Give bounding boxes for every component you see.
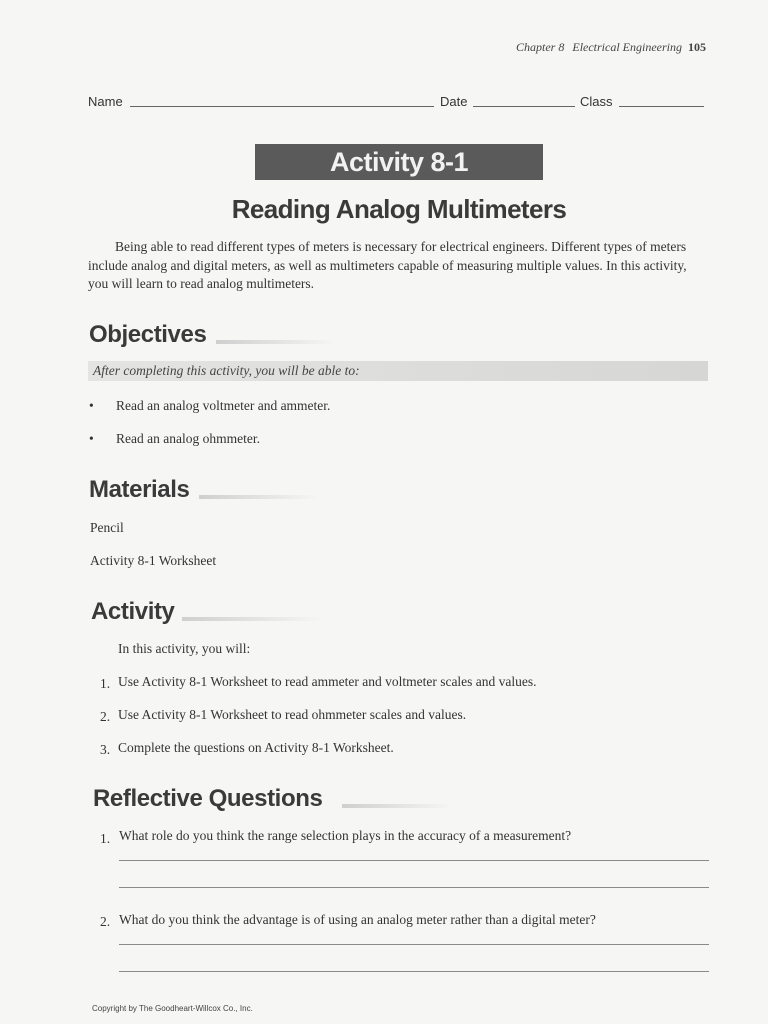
reflective-heading: Reflective Questions — [93, 785, 323, 812]
objective-item: Read an analog ohmmeter. — [116, 431, 260, 446]
step-number: 3. — [100, 742, 111, 757]
question-text: What role do you think the range selection plays in the accuracy of a measurement? — [119, 828, 572, 843]
running-head — [516, 40, 706, 55]
copyright-notice: Copyright by The Goodheart-Willcox Co., Inc. — [92, 1004, 253, 1013]
date-line[interactable] — [473, 106, 575, 107]
step-text: Complete the questions on Activity 8-1 Worksheet. — [118, 740, 394, 755]
bullet-dot: • — [89, 398, 94, 413]
question-number: 2. — [100, 914, 111, 929]
objectives-lead: After completing this activity, you will be able to: — [93, 363, 360, 378]
activity-banner: Activity 8-1 — [255, 144, 543, 180]
class-label: Class — [580, 94, 613, 109]
step-text: Use Activity 8-1 Worksheet to read ammeter and voltmeter scales and values. — [118, 674, 537, 689]
objectives-rule — [216, 340, 336, 344]
materials-rule — [199, 495, 319, 499]
intro-paragraph: Being able to read different types of meters is necessary for electrical engineers. Different types of meters include analog and digital meters, as well as multimeters capable of measuring multiple values. In this activity, you will learn to read analog multimeters. — [88, 239, 687, 291]
activity-rule — [182, 617, 322, 621]
material-item: Activity 8-1 Worksheet — [90, 553, 217, 568]
date-label: Date — [440, 94, 468, 109]
step-number: 1. — [100, 676, 111, 691]
step-text: Use Activity 8-1 Worksheet to read ohmmeter scales and values. — [118, 707, 467, 722]
material-item: Pencil — [90, 520, 124, 535]
page-number: 105 — [688, 40, 706, 54]
activity-lead: In this activity, you will: — [118, 641, 251, 656]
materials-heading: Materials — [89, 476, 190, 503]
chapter-label: Chapter 8 — [516, 40, 565, 54]
activity-heading: Activity — [91, 598, 175, 625]
class-line[interactable] — [619, 106, 704, 107]
question-number: 1. — [100, 831, 111, 846]
page-title: Reading Analog Multimeters — [231, 194, 567, 224]
question-text: What do you think the advantage is of using an analog meter rather than a digital meter? — [119, 912, 596, 927]
student-info-row — [88, 92, 704, 112]
answer-line[interactable] — [119, 860, 709, 861]
name-line[interactable] — [130, 106, 434, 107]
answer-line[interactable] — [119, 971, 709, 972]
answer-line[interactable] — [119, 944, 709, 945]
bullet-dot: • — [89, 431, 94, 446]
objective-item: Read an analog voltmeter and ammeter. — [116, 398, 331, 413]
step-number: 2. — [100, 709, 111, 724]
name-label: Name — [88, 94, 123, 109]
answer-line[interactable] — [119, 887, 709, 888]
subject-label: Electrical Engineering — [572, 40, 682, 54]
objectives-heading: Objectives — [89, 321, 207, 348]
objectives-lead-bar — [88, 361, 708, 381]
reflective-rule — [342, 804, 452, 808]
